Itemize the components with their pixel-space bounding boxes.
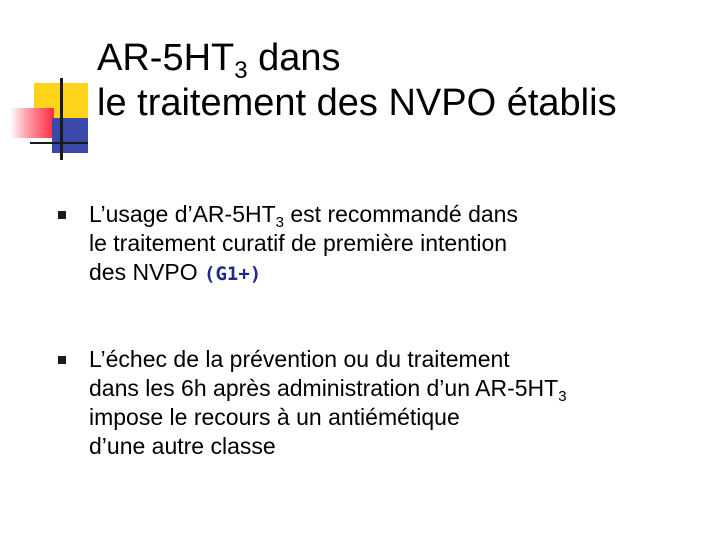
title-line-1: $AR-5HT_3$ dans: [97, 37, 341, 84]
bullet-text: L’usage $d’AR-5HT_3$ est recommandé dans le traitement curatif de première intention des NVPO (G1+): [89, 201, 518, 285]
logo-horizontal-line: [30, 142, 88, 144]
logo-blue-square: [52, 118, 88, 153]
logo-vertical-line: [60, 78, 63, 160]
slide-title: [97, 36, 707, 126]
evidence-grade: (G1+): [204, 263, 262, 285]
bullet-square-icon: [58, 211, 66, 219]
bullet-text: L’échec de la prévention ou du traitement dans les 6h après administration d’un $AR-5HT_3$ impose le recours à un antiémétique d’une autre classe: [89, 346, 567, 459]
decorative-logo: [0, 0, 110, 170]
bullet-square-icon: [58, 356, 66, 364]
logo-pink-square: [10, 108, 54, 138]
title-line-2: le traitement des NVPO établis: [97, 82, 617, 124]
